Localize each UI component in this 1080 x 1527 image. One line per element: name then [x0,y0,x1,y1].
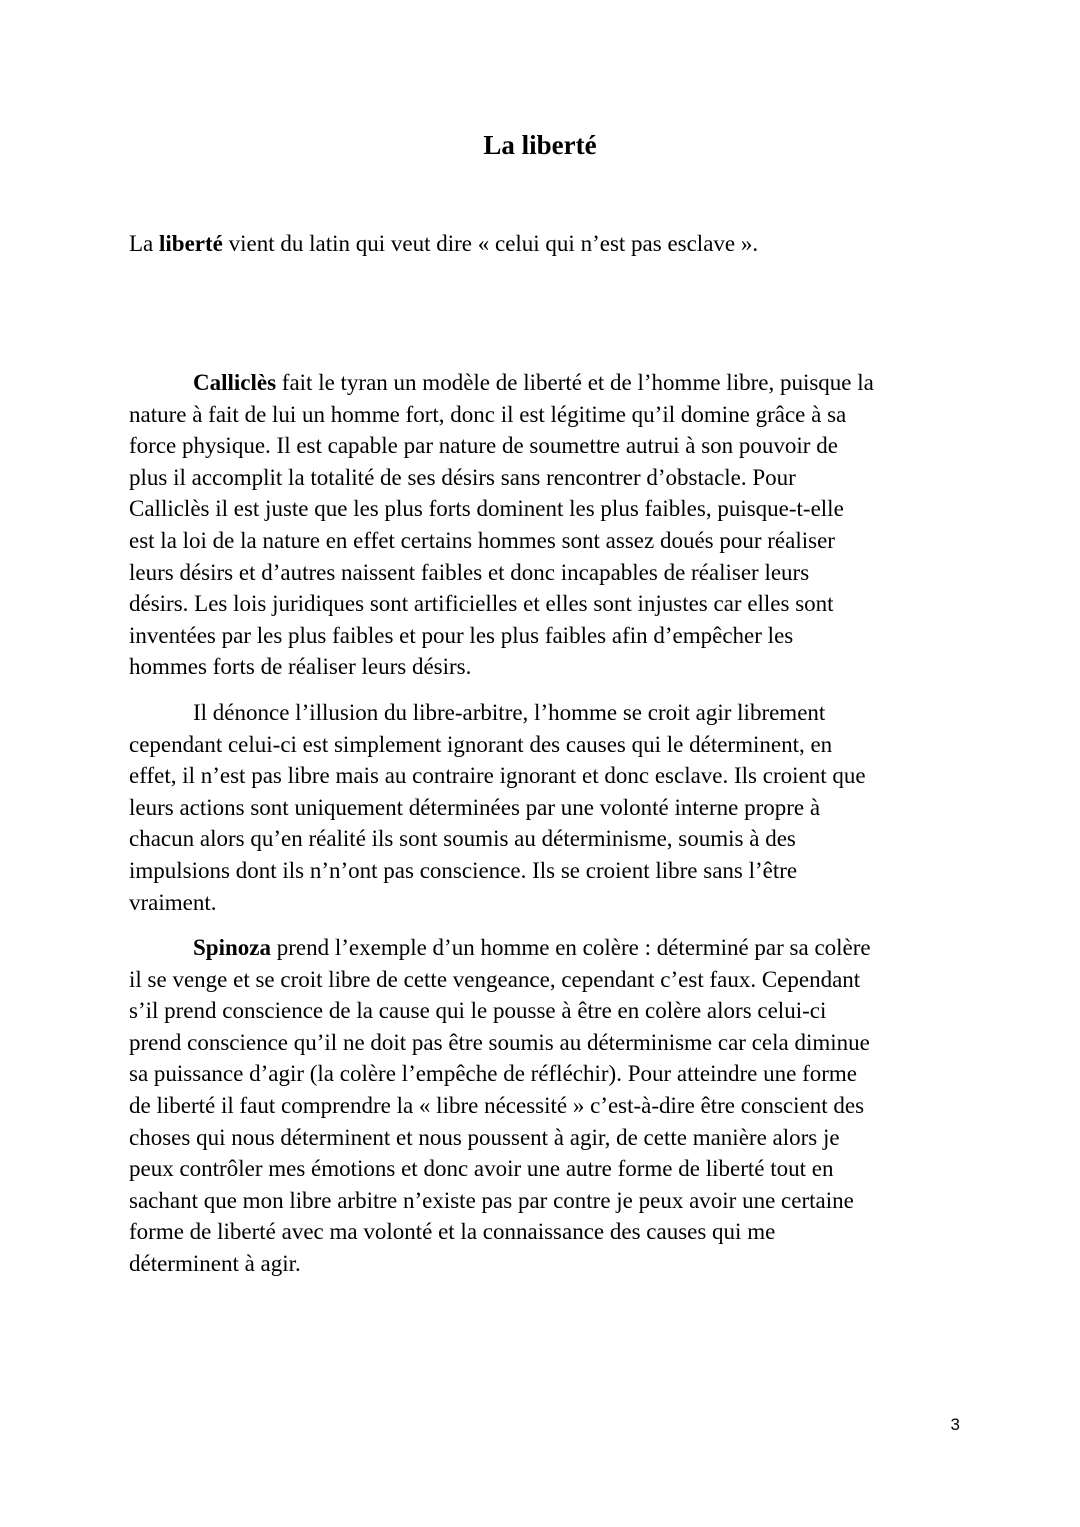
page-number: 3 [950,1415,960,1434]
paragraph-line: plus il accomplit la totalité de ses désirs sans rencontrer d’obstacle. Pour [129,464,796,490]
paragraph-line: est la loi de la nature en effet certains hommes sont assez doués pour réaliser [129,527,835,553]
paragraph-line: Calliclès il est juste que les plus forts dominent les plus faibles, puisque-t-elle [129,496,844,522]
paragraph-line: leurs actions sont uniquement déterminées par une volonté interne propre à [129,794,821,820]
paragraph-line: désirs. Les lois juridiques sont artificielles et elles sont injustes car elles sont [129,591,834,617]
line-text: prend l’exemple d’un homme en colère : déterminé par sa colère [270,935,871,960]
paragraph-line: force physique. Il est capable par nature de soumettre autrui à son pouvoir de [129,433,838,459]
paragraph-line: forme de liberté avec ma volonté et la connaissance des causes qui me [129,1219,776,1245]
paragraph-line: prend conscience qu’il ne doit pas être soumis au déterminisme car cela diminue [129,1029,870,1055]
intro-bold-term: liberté [159,231,223,256]
paragraph-line: choses qui nous déterminent et nous poussent à agir, de cette manière alors je [129,1124,840,1150]
paragraph-line: s’il prend conscience de la cause qui le pousse à être en colère alors celui-ci [129,998,827,1024]
page-title: La liberté [483,130,597,160]
intro-text-before: La [129,231,160,256]
line-text: fait le tyran un modèle de liberté et de l’homme libre, puisque la [276,370,874,395]
paragraph-callicles [129,367,949,683]
paragraph-bold-term: Spinoza [193,935,271,960]
intro-text-after: vient du latin qui veut dire « celui qui n’est pas esclave ». [222,231,759,256]
paragraph-line: hommes forts de réaliser leurs désirs. [129,654,472,680]
paragraph-line [129,367,949,399]
paragraph-spinoza [129,932,949,1280]
paragraph-line: chacun alors qu’en réalité ils sont soumis au déterminisme, soumis à des [129,826,796,852]
paragraph-line: sa puissance d’agir (la colère l’empêche de réfléchir). Pour atteindre une forme [129,1061,857,1087]
paragraph-line: peux contrôler mes émotions et donc avoir une autre forme de liberté tout en [129,1156,834,1182]
paragraph-line: il se venge et se croit libre de cette vengeance, cependant c’est faux. Cependant [129,966,861,992]
paragraph-line: impulsions dont ils n’n’ont pas conscience. Ils se croient libre sans l’être [129,857,798,883]
paragraph-line [129,932,949,964]
paragraph-line: effet, il n’est pas libre mais au contraire ignorant et donc esclave. Ils croient que [129,763,866,789]
paragraph-line: cependant celui-ci est simplement ignorant des causes qui le déterminent, en [129,731,833,757]
intro-paragraph [129,228,959,260]
paragraph-line: inventées par les plus faibles et pour les plus faibles afin d’empêcher les [129,622,794,648]
paragraph-line: vraiment. [129,889,217,915]
paragraph-line: Il dénonce l’illusion du libre-arbitre, l’homme se croit agir librement [193,700,826,725]
paragraph-line: leurs désirs et d’autres naissent faibles et donc incapables de réaliser leurs [129,559,810,585]
paragraph-line: sachant que mon libre arbitre n’existe pas par contre je peux avoir une certaine [129,1187,854,1213]
paragraph-bold-term: Calliclès [193,370,277,395]
paragraph-libre-arbitre [129,697,949,918]
paragraph-line: de liberté il faut comprendre la « libre nécessité » c’est-à-dire être conscient des [129,1092,865,1118]
paragraph-line: nature à fait de lui un homme fort, donc il est légitime qu’il domine grâce à sa [129,401,847,427]
paragraph-line: déterminent à agir. [129,1250,301,1276]
